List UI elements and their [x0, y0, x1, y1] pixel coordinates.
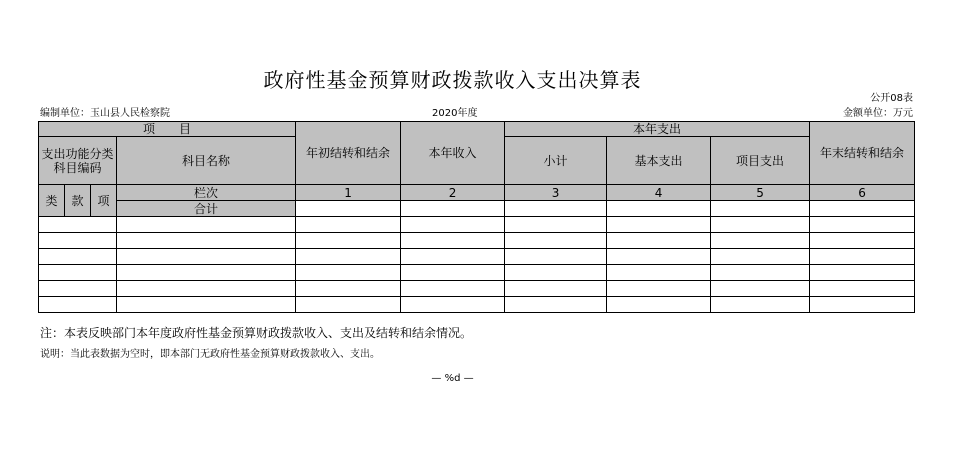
header-func-code: 支出功能分类科目编码	[39, 137, 117, 185]
table-row	[39, 249, 915, 265]
compiling-unit: 编制单位：玉山县人民检察院	[40, 108, 170, 119]
value-cell	[401, 249, 505, 265]
budget-table	[38, 121, 915, 313]
col-number: 4	[607, 185, 711, 201]
header-xiang: 项	[91, 185, 117, 217]
value-cell	[607, 297, 711, 313]
value-cell	[711, 281, 810, 297]
total-label: 合计	[117, 201, 296, 217]
value-cell	[296, 265, 401, 281]
value-cell	[711, 265, 810, 281]
code-cell	[39, 233, 117, 249]
value-cell	[401, 281, 505, 297]
table-row	[39, 217, 915, 233]
header-column-label: 栏次	[117, 185, 296, 201]
value-cell	[401, 297, 505, 313]
table-note: 注：本表反映部门本年度政府性基金预算财政拨款收入、支出及结转和结余情况。	[40, 326, 473, 340]
header-subtotal: 小计	[505, 137, 607, 185]
header-beginning-balance: 年初结转和结余	[296, 122, 401, 185]
page-number: — %d —	[431, 373, 474, 384]
value-cell	[505, 217, 607, 233]
name-cell	[117, 249, 296, 265]
value-cell	[810, 265, 915, 281]
value-cell	[810, 217, 915, 233]
report-title: 政府性基金预算财政拨款收入支出决算表	[263, 68, 642, 92]
value-cell	[296, 249, 401, 265]
value-cell	[505, 233, 607, 249]
value-cell	[711, 217, 810, 233]
value-cell	[810, 233, 915, 249]
col-number: 1	[296, 185, 401, 201]
name-cell	[117, 297, 296, 313]
table-row	[39, 233, 915, 249]
amount-unit: 金额单位：万元	[843, 108, 913, 119]
value-cell	[810, 281, 915, 297]
code-cell	[39, 249, 117, 265]
header-subject-name: 科目名称	[117, 137, 296, 185]
header-kuan: 款	[65, 185, 91, 217]
value-cell	[607, 265, 711, 281]
value-cell	[810, 297, 915, 313]
header-item: 项 目	[39, 122, 296, 137]
header-current-year-expense: 本年支出	[505, 122, 810, 137]
value-cell	[711, 233, 810, 249]
value-cell	[607, 233, 711, 249]
value-cell	[711, 297, 810, 313]
name-cell	[117, 233, 296, 249]
table-row	[39, 265, 915, 281]
col-number: 2	[401, 185, 505, 201]
table-row	[39, 281, 915, 297]
name-cell	[117, 281, 296, 297]
value-cell	[607, 217, 711, 233]
total-cell	[505, 201, 607, 217]
name-cell	[117, 217, 296, 233]
value-cell	[711, 249, 810, 265]
header-project-expense: 项目支出	[711, 137, 810, 185]
total-cell	[401, 201, 505, 217]
value-cell	[296, 297, 401, 313]
value-cell	[505, 281, 607, 297]
table-code: 公开08表	[870, 93, 913, 104]
code-cell	[39, 281, 117, 297]
total-cell	[296, 201, 401, 217]
value-cell	[401, 217, 505, 233]
col-number: 3	[505, 185, 607, 201]
header-ending-balance: 年末结转和结余	[810, 122, 915, 185]
value-cell	[296, 217, 401, 233]
value-cell	[505, 265, 607, 281]
code-cell	[39, 217, 117, 233]
value-cell	[401, 265, 505, 281]
value-cell	[401, 233, 505, 249]
col-number: 6	[810, 185, 915, 201]
col-number: 5	[711, 185, 810, 201]
table-explanation: 说明：当此表数据为空时，即本部门无政府性基金预算财政拨款收入、支出。	[40, 349, 380, 360]
total-cell	[711, 201, 810, 217]
value-cell	[505, 297, 607, 313]
code-cell	[39, 297, 117, 313]
header-current-income: 本年收入	[401, 122, 505, 185]
value-cell	[505, 249, 607, 265]
name-cell	[117, 265, 296, 281]
value-cell	[607, 249, 711, 265]
value-cell	[810, 249, 915, 265]
header-lei: 类	[39, 185, 65, 217]
value-cell	[296, 233, 401, 249]
header-basic-expense: 基本支出	[607, 137, 711, 185]
total-cell	[810, 201, 915, 217]
value-cell	[296, 281, 401, 297]
report-year: 2020年度	[432, 108, 478, 119]
table-row	[39, 297, 915, 313]
code-cell	[39, 265, 117, 281]
value-cell	[607, 281, 711, 297]
total-cell	[607, 201, 711, 217]
